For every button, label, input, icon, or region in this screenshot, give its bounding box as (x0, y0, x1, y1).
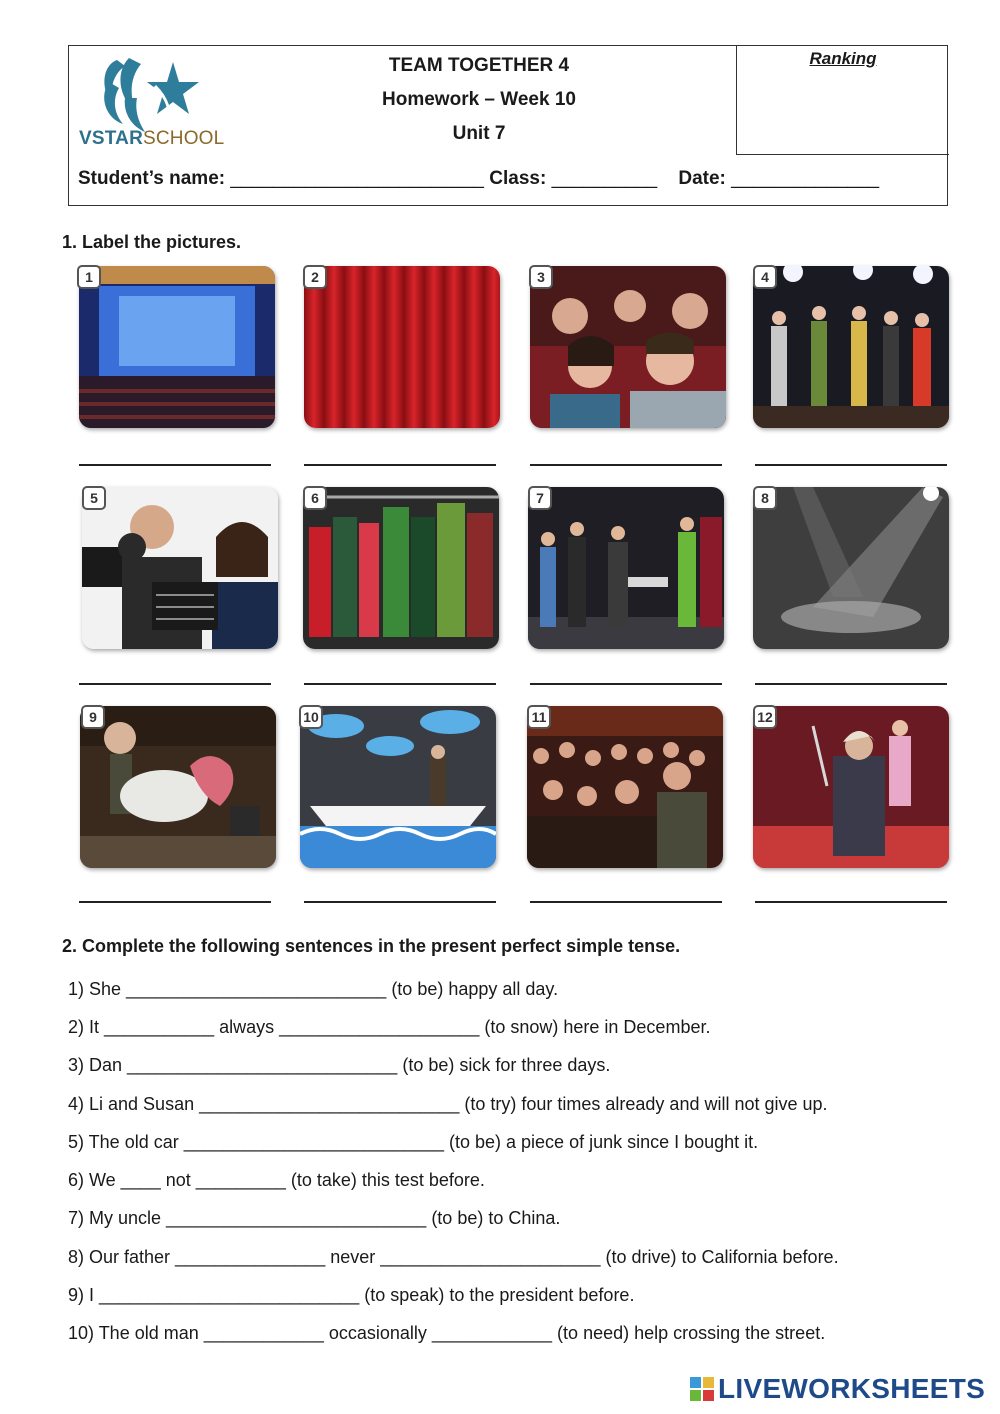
film-camera-crew-image (82, 487, 278, 649)
answer-line[interactable] (79, 464, 271, 466)
answer-line[interactable] (304, 464, 496, 466)
picture-number: 3 (529, 265, 553, 289)
answer-line[interactable] (755, 683, 947, 685)
answer-line[interactable] (530, 683, 722, 685)
sentence-9[interactable]: 9) I __________________________ (to speak) to the president before. (68, 1285, 635, 1305)
sentence-2[interactable]: 2) It ___________ always ____________________ (to snow) here in December. (68, 1017, 711, 1037)
crowd-image (527, 706, 723, 868)
sentence-3[interactable]: 3) Dan ___________________________ (to be) sick for three days. (68, 1055, 611, 1075)
actors-bowing-image (753, 266, 949, 428)
liveworksheets-brand: LIVEWORKSHEETS (690, 1373, 985, 1405)
picture-number: 1 (77, 265, 101, 289)
date-label: Date: (678, 168, 726, 189)
class-label: Class: (489, 168, 547, 189)
course-title: TEAM TOGETHER 4 (388, 55, 570, 76)
spotlight-image (753, 487, 949, 649)
answer-line[interactable] (755, 901, 947, 903)
picture-number: 2 (303, 265, 327, 289)
picture-number: 4 (753, 265, 777, 289)
actor-performing-image (753, 706, 949, 868)
answer-line[interactable] (79, 901, 271, 903)
unit-title: Unit 7 (452, 123, 506, 144)
props-image (80, 706, 276, 868)
class-field[interactable]: __________ (551, 168, 658, 189)
theatre-stage-image (79, 266, 275, 428)
picture-number: 10 (299, 705, 323, 729)
answer-line[interactable] (79, 683, 271, 685)
red-curtain-image (304, 266, 500, 428)
worksheet-titles (279, 49, 679, 151)
costumes-rack-image (303, 487, 499, 649)
audience-cinema-image (530, 266, 726, 428)
picture-number: 12 (753, 705, 777, 729)
sentence-7[interactable]: 7) My uncle __________________________ (to be) to China. (68, 1208, 561, 1228)
sentence-5[interactable]: 5) The old car __________________________ (to be) a piece of junk since I bought it. (68, 1132, 759, 1152)
scenery-image (300, 706, 496, 868)
answer-line[interactable] (304, 683, 496, 685)
answer-line[interactable] (755, 464, 947, 466)
sentence-8[interactable]: 8) Our father _______________ never ______________________ (to drive) to California before. (68, 1247, 839, 1267)
worksheet-header (68, 45, 948, 206)
section-2-title: 2. Complete the following sentences in the present perfect simple tense. (62, 936, 681, 956)
sentence-6[interactable]: 6) We ____ not _________ (to take) this test before. (68, 1170, 485, 1190)
picture-number: 6 (303, 486, 327, 510)
answer-line[interactable] (530, 901, 722, 903)
section-1-title: 1. Label the pictures. (62, 232, 242, 252)
picture-number: 8 (753, 486, 777, 510)
sentence-10[interactable]: 10) The old man ____________ occasionally ____________ (to need) help crossing the street. (68, 1323, 826, 1343)
band-rehearsal-image (528, 487, 724, 649)
student-name-label: Student’s name: (78, 168, 226, 189)
sentence-1[interactable]: 1) She __________________________ (to be) happy all day. (68, 979, 559, 999)
student-info-row (78, 168, 879, 190)
sentence-4[interactable]: 4) Li and Susan __________________________ (to try) four times already and will not give up. (68, 1094, 828, 1114)
picture-number: 9 (81, 705, 105, 729)
student-name-field[interactable]: ________________________ (230, 168, 484, 189)
answer-line[interactable] (530, 464, 722, 466)
picture-number: 5 (82, 486, 106, 510)
school-name: VSTARSCHOOL (79, 128, 225, 149)
answer-line[interactable] (304, 901, 496, 903)
picture-number: 11 (527, 705, 551, 729)
week-title: Homework – Week 10 (382, 89, 576, 110)
picture-number: 7 (528, 486, 552, 510)
liveworksheets-logo-icon (690, 1377, 714, 1401)
date-field[interactable]: ______________ (731, 168, 880, 189)
ranking-box: Ranking (736, 45, 949, 155)
